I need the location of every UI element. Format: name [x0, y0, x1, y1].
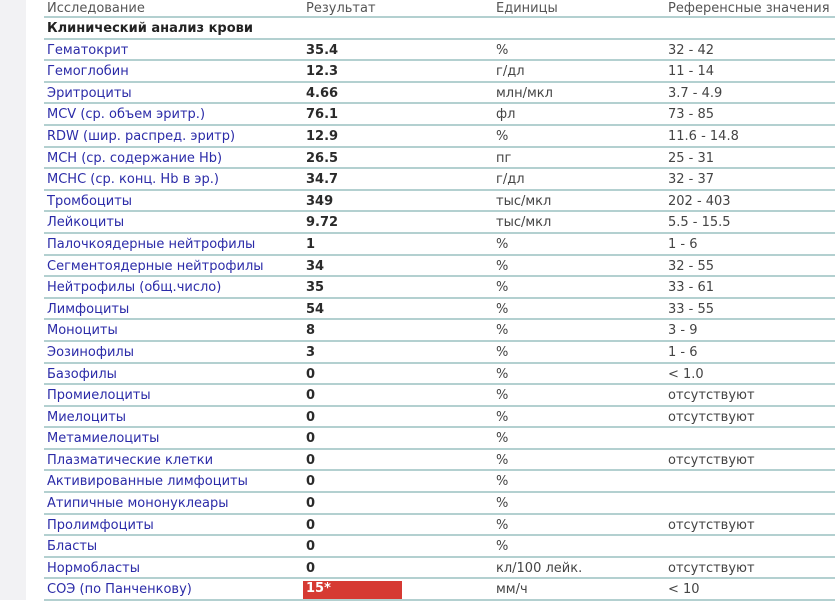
test-name[interactable]: Бласты [47, 539, 98, 555]
result-value: 0 [306, 409, 316, 425]
left-panel-strip [0, 0, 26, 600]
units: % [496, 431, 509, 447]
units: % [496, 388, 509, 404]
reference-range: отсутствуют [668, 388, 755, 404]
test-name[interactable]: Метамиелоциты [47, 431, 160, 447]
units: тыс/мкл [496, 215, 552, 231]
units: % [496, 517, 509, 533]
results-table [44, 0, 835, 601]
table-row [44, 558, 835, 580]
units: % [496, 258, 509, 274]
result-value: 0 [306, 539, 316, 555]
header-test: Исследование [47, 1, 145, 16]
result-value: 0 [306, 560, 316, 576]
table-row [44, 277, 835, 299]
test-name[interactable]: СОЭ (по Панченкову) [47, 582, 192, 598]
reference-range: 1 - 6 [668, 344, 698, 360]
table-row [44, 493, 835, 515]
table-header [44, 0, 835, 18]
test-name[interactable]: RDW (шир. распред. эритр) [47, 128, 236, 144]
test-name[interactable]: Гематокрит [47, 42, 129, 58]
units: % [496, 366, 509, 382]
result-value: 34.7 [306, 172, 339, 188]
test-name[interactable]: Тромбоциты [47, 193, 133, 209]
reference-range: 11 - 14 [668, 64, 715, 80]
reference-range: 202 - 403 [668, 193, 731, 209]
table-row [44, 83, 835, 105]
test-name[interactable]: Нейтрофилы (общ.число) [47, 280, 222, 296]
table-row [44, 256, 835, 278]
table-row [44, 104, 835, 126]
table-row [44, 428, 835, 450]
reference-range: отсутствуют [668, 452, 755, 468]
result-value: 0 [306, 366, 316, 382]
result-value: 34 [306, 258, 325, 274]
result-value: 26.5 [306, 150, 339, 166]
reference-range: 3 - 9 [668, 323, 698, 339]
section-title: Клинический анализ крови [47, 21, 253, 36]
reference-range: 33 - 55 [668, 301, 715, 317]
table-row [44, 385, 835, 407]
test-name[interactable]: Эритроциты [47, 85, 132, 101]
reference-range: 33 - 61 [668, 280, 715, 296]
section-row [44, 18, 835, 40]
units: фл [496, 107, 516, 123]
units: % [496, 128, 509, 144]
table-row [44, 234, 835, 256]
units: % [496, 280, 509, 296]
reference-range: < 10 [668, 582, 700, 598]
reference-range: отсутствуют [668, 409, 755, 425]
reference-range: 1 - 6 [668, 236, 698, 252]
test-name[interactable]: Лейкоциты [47, 215, 125, 231]
result-value: 0 [306, 452, 316, 468]
reference-range: 11.6 - 14.8 [668, 128, 739, 144]
units: мм/ч [496, 582, 528, 598]
test-name[interactable]: Плазматические клетки [47, 452, 214, 468]
table-row [44, 61, 835, 83]
table-row [44, 364, 835, 386]
test-name[interactable]: Лимфоциты [47, 301, 130, 317]
result-value: 12.9 [306, 128, 339, 144]
units: тыс/мкл [496, 193, 552, 209]
table-row [44, 471, 835, 493]
table-row [44, 407, 835, 429]
reference-range: 73 - 85 [668, 107, 715, 123]
units: пг [496, 150, 512, 166]
reference-range: 32 - 55 [668, 258, 715, 274]
table-row [44, 40, 835, 62]
result-value: 0 [306, 431, 316, 447]
test-name[interactable]: Моноциты [47, 323, 118, 339]
test-name[interactable]: Пролимфоциты [47, 517, 154, 533]
table-row [44, 126, 835, 148]
table-row [44, 320, 835, 342]
reference-range: < 1.0 [668, 366, 704, 382]
test-name[interactable]: Миелоциты [47, 409, 127, 425]
reference-range: отсутствуют [668, 560, 755, 576]
result-value: 0 [306, 517, 316, 533]
result-value: 8 [306, 323, 316, 339]
table-row [44, 212, 835, 234]
result-value: 349 [306, 193, 334, 209]
header-result: Результат [306, 1, 376, 16]
result-value: 1 [306, 236, 316, 252]
units: % [496, 301, 509, 317]
test-name[interactable]: Базофилы [47, 366, 117, 382]
test-name[interactable]: Сегментоядерные нейтрофилы [47, 258, 264, 274]
units: % [496, 236, 509, 252]
result-value: 76.1 [306, 107, 339, 123]
result-value: 3 [306, 344, 316, 360]
result-value: 9.72 [306, 215, 339, 231]
result-value: 54 [306, 301, 325, 317]
units: % [496, 344, 509, 360]
test-name[interactable]: Эозинофилы [47, 344, 134, 360]
table-row [44, 579, 835, 601]
test-name[interactable]: Активированные лимфоциты [47, 474, 248, 490]
header-ref: Референсные значения [668, 1, 830, 16]
header-units: Единицы [496, 1, 558, 16]
units: % [496, 496, 509, 512]
result-value: 4.66 [306, 85, 339, 101]
reference-range: 3.7 - 4.9 [668, 85, 723, 101]
reference-range: 32 - 42 [668, 42, 715, 58]
result-value: 15* [303, 581, 402, 599]
table-row [44, 169, 835, 191]
table-row [44, 148, 835, 170]
test-name[interactable]: Палочкоядерные нейтрофилы [47, 236, 256, 252]
reference-range: отсутствуют [668, 517, 755, 533]
test-name[interactable]: Гемоглобин [47, 64, 129, 80]
table-row [44, 515, 835, 537]
units: % [496, 42, 509, 58]
units: % [496, 409, 509, 425]
units: кл/100 лейк. [496, 560, 583, 576]
units: млн/мкл [496, 85, 553, 101]
reference-range: 25 - 31 [668, 150, 715, 166]
table-row [44, 191, 835, 213]
units: % [496, 452, 509, 468]
result-value: 0 [306, 496, 316, 512]
test-name[interactable]: MCV (ср. объем эритр.) [47, 107, 206, 123]
reference-range: 32 - 37 [668, 172, 715, 188]
table-row [44, 450, 835, 472]
result-value: 0 [306, 388, 316, 404]
units: г/дл [496, 172, 525, 188]
result-value: 0 [306, 474, 316, 490]
test-name[interactable]: MCHC (ср. конц. Hb в эр.) [47, 172, 219, 188]
result-value: 35.4 [306, 42, 339, 58]
test-name[interactable]: Промиелоциты [47, 388, 151, 404]
units: % [496, 323, 509, 339]
reference-range: 5.5 - 15.5 [668, 215, 731, 231]
units: % [496, 474, 509, 490]
test-name[interactable]: Нормобласты [47, 560, 141, 576]
table-row [44, 342, 835, 364]
table-row [44, 299, 835, 321]
result-value: 12.3 [306, 64, 339, 80]
table-row [44, 536, 835, 558]
units: % [496, 539, 509, 555]
test-name[interactable]: MCH (ср. содержание Hb) [47, 150, 223, 166]
result-value: 35 [306, 280, 325, 296]
units: г/дл [496, 64, 525, 80]
test-name[interactable]: Атипичные мононуклеары [47, 496, 229, 512]
